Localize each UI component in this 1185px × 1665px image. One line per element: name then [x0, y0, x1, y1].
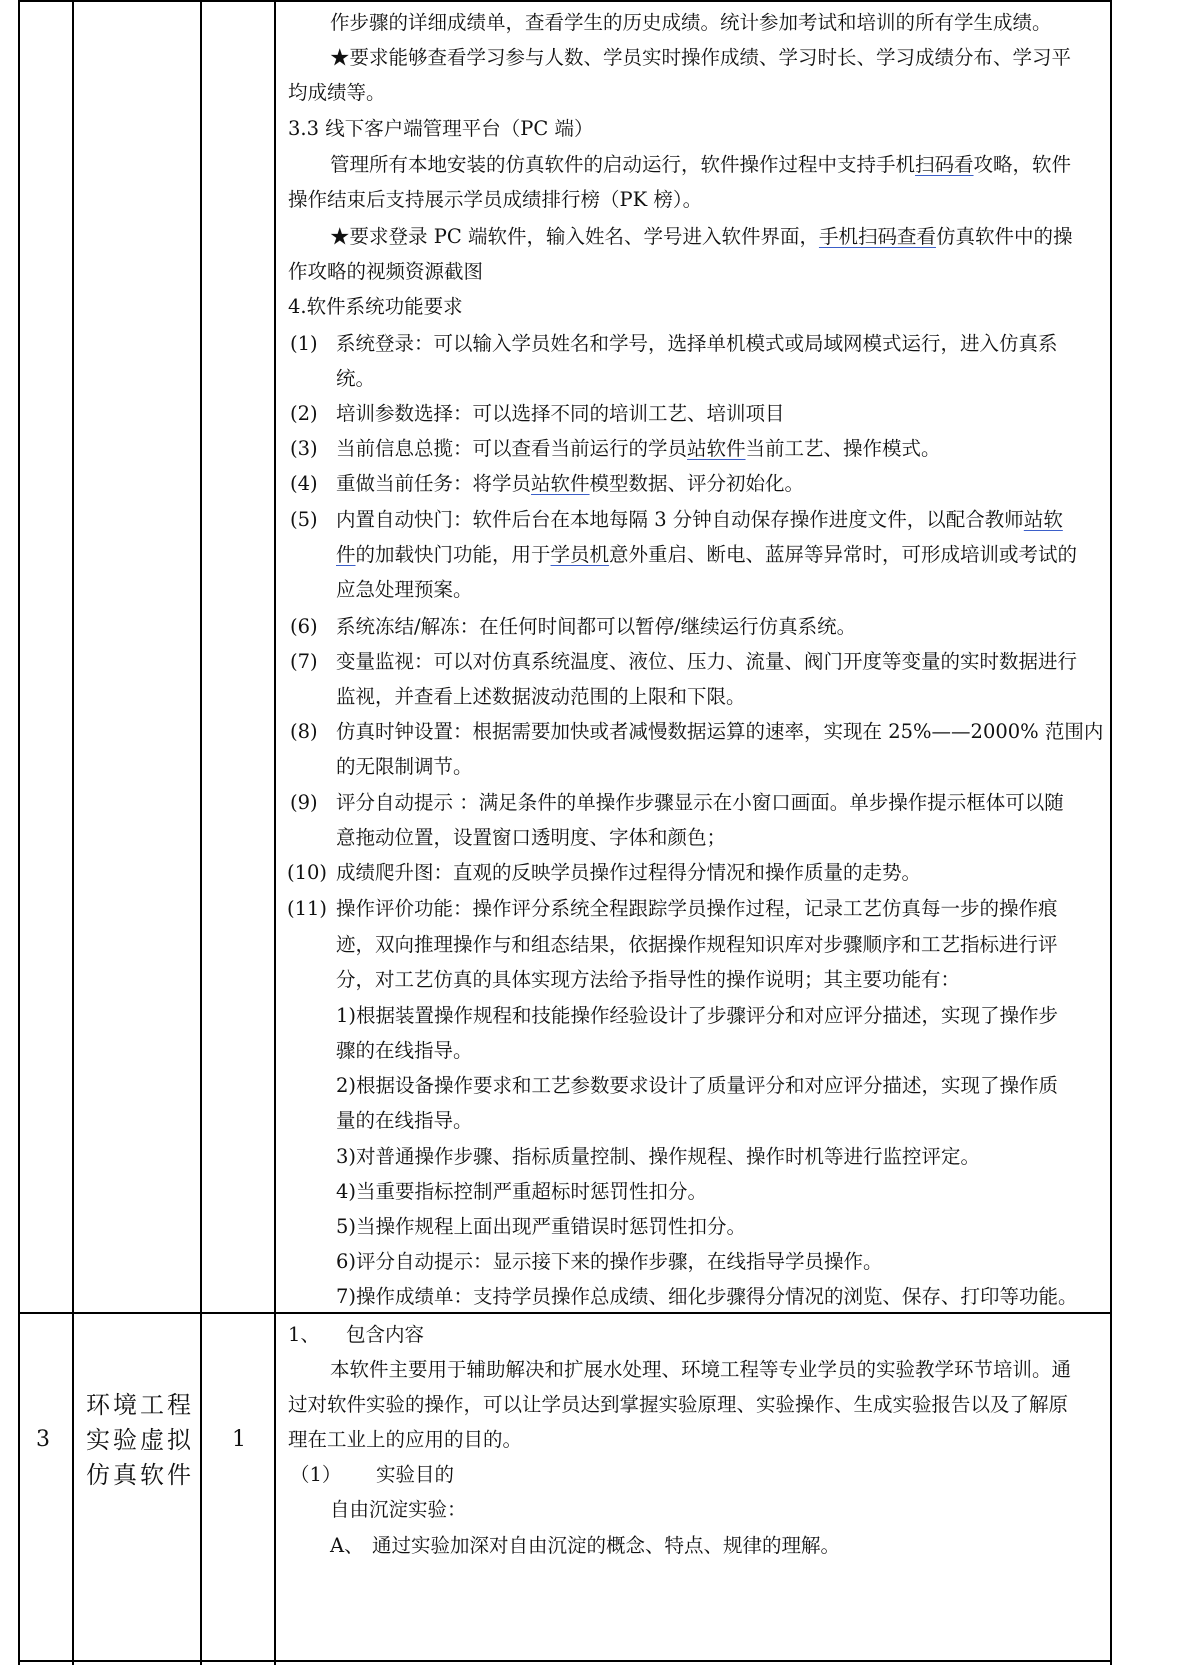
row-3-experiment-name: 自由沉淀实验： — [330, 1498, 467, 1521]
item-11-line-2: 迹，双向推理操作与和组态结果，依据操作规程知识库对步骤顺序和工艺指标进行评 — [336, 933, 1058, 956]
row-3-name-line-3: 仿真软件 — [86, 1461, 194, 1489]
sub-1-line-2: 骤的在线指导。 — [336, 1039, 473, 1062]
sub-2-line-1: 2)根据设备操作要求和工艺参数要求设计了质量评分和对应评分描述，实现了操作质 — [336, 1074, 1059, 1097]
item-5-line-1: 内置自动快门：软件后台在本地每隔 3 分钟自动保存操作进度文件，以配合教师站软 — [336, 508, 1063, 531]
row-3-heading-number: 1、 — [288, 1323, 320, 1346]
sub-6: 6)评分自动提示：显示接下来的操作步骤，在线指导学员操作。 — [336, 1250, 883, 1273]
item-9-number: (9) — [290, 791, 318, 814]
item-5-line-2: 件的加载快门功能，用于学员机意外重启、断电、蓝屏等异常时，可形成培训或考试的 — [336, 543, 1078, 566]
item-1-number: (1) — [290, 332, 318, 355]
row-3-item-a-text: 通过实验加深对自由沉淀的概念、特点、规律的理解。 — [372, 1534, 841, 1557]
item-5-line-3: 应急处理预案。 — [336, 578, 473, 601]
row-3-name-line-2: 实验虚拟 — [86, 1426, 194, 1454]
item-11-line-1: 操作评价功能：操作评分系统全程跟踪学员操作过程，记录工艺仿真每一步的操作痕 — [336, 897, 1058, 920]
item-6-number: (6) — [290, 615, 318, 638]
intro-line-3: 均成绩等。 — [288, 81, 386, 104]
item-6-line-1: 系统冻结/解冻：在任何时间都可以暂停/继续运行仿真系统。 — [336, 615, 857, 638]
manage-para-line-2: 操作结束后支持展示学员成绩排行榜（PK 榜）。 — [288, 188, 703, 211]
sub-2-line-2: 量的在线指导。 — [336, 1109, 473, 1132]
row-3-para-line-2: 过对软件实验的操作，可以让学员达到掌握实验原理、实验操作、生成实验报告以及了解原 — [288, 1393, 1069, 1416]
item-8-line-2: 的无限制调节。 — [336, 755, 473, 778]
req-para-line-2: 作攻略的视频资源截图 — [288, 260, 484, 283]
table-left-border — [18, 0, 20, 1665]
col-divider-1 — [72, 0, 74, 1665]
row-3-sub-number: （1） — [290, 1463, 342, 1486]
item-1-line-2: 统。 — [336, 367, 376, 390]
item-7-line-1: 变量监视：可以对仿真系统温度、液位、压力、流量、阀门开度等变量的实时数据进行 — [336, 650, 1078, 673]
item-7-line-2: 监视，并查看上述数据波动范围的上限和下限。 — [336, 685, 746, 708]
item-8-line-1: 仿真时钟设置：根据需要加快或者减慢数据运算的速率，实现在 25%——2000% 范围内 — [336, 720, 1104, 743]
item-1-line-1: 系统登录：可以输入学员姓名和学号，选择单机模式或局域网模式运行，进入仿真系 — [336, 332, 1058, 355]
item-3-number: (3) — [290, 437, 318, 460]
item-10-line-1: 成绩爬升图：直观的反映学员操作过程得分情况和操作质量的走势。 — [336, 861, 922, 884]
row-3-heading-title: 包含内容 — [346, 1323, 425, 1346]
heading-3-3: 3.3 线下客户端管理平台（PC 端） — [288, 117, 594, 140]
item-2-number: (2) — [290, 402, 318, 425]
manage-para-line-1: 管理所有本地安装的仿真软件的启动运行，软件操作过程中支持手机扫码看攻略，软件 — [330, 153, 1072, 176]
item-8-number: (8) — [290, 720, 318, 743]
item-10-number: (10) — [287, 861, 328, 884]
sub-5: 5)当操作规程上面出现严重错误时惩罚性扣分。 — [336, 1215, 747, 1238]
table-right-border — [1110, 0, 1112, 1665]
item-11-line-3: 分，对工艺仿真的具体实现方法给予指导性的操作说明；其主要功能有： — [336, 968, 961, 991]
item-4-line-1: 重做当前任务：将学员站软件模型数据、评分初始化。 — [336, 472, 805, 495]
item-7-number: (7) — [290, 650, 318, 673]
intro-line-2: ★要求能够查看学习参与人数、学员实时操作成绩、学习时长、学习成绩分布、学习平 — [330, 46, 1072, 69]
item-9-line-2: 意拖动位置，设置窗口透明度、字体和颜色； — [336, 826, 727, 849]
col-divider-2 — [200, 0, 202, 1665]
sub-4: 4)当重要指标控制严重超标时惩罚性扣分。 — [336, 1180, 708, 1203]
row-3-para-line-1: 本软件主要用于辅助解决和扩展水处理、环境工程等专业学员的实验教学环节培训。通 — [330, 1358, 1072, 1381]
row-3-name-line-1: 环境工程 — [86, 1391, 194, 1419]
intro-line-1: 作步骤的详细成绩单，查看学生的历史成绩。统计参加考试和培训的所有学生成绩。 — [330, 11, 1052, 34]
sub-1-line-1: 1)根据装置操作规程和技能操作经验设计了步骤评分和对应评分描述，实现了操作步 — [336, 1004, 1059, 1027]
item-11-number: (11) — [287, 897, 328, 920]
row-3-para-line-3: 理在工业上的应用的目的。 — [288, 1428, 523, 1451]
table-bottom-border — [18, 1660, 1112, 1662]
row-3-index: 3 — [36, 1427, 50, 1452]
sub-3: 3)对普通操作步骤、指标质量控制、操作规程、操作时机等进行监控评定。 — [336, 1145, 981, 1168]
item-3-line-1: 当前信息总揽：可以查看当前运行的学员站软件当前工艺、操作模式。 — [336, 437, 941, 460]
item-9-line-1: 评分自动提示 ：满足条件的单操作步骤显示在小窗口画面。单步操作提示框体可以随 — [336, 791, 1064, 814]
row-3-sub-title: 实验目的 — [376, 1463, 455, 1486]
table-top-border — [18, 0, 1112, 2]
row-3-quantity: 1 — [232, 1427, 246, 1452]
heading-4: 4.软件系统功能要求 — [288, 295, 463, 318]
req-para-line-1: ★要求登录 PC 端软件，输入姓名、学号进入软件界面，手机扫码查看仿真软件中的操 — [330, 225, 1073, 248]
sub-7: 7)操作成绩单：支持学员操作总成绩、细化步骤得分情况的浏览、保存、打印等功能。 — [336, 1285, 1078, 1308]
item-4-number: (4) — [290, 472, 318, 495]
row-3-item-a-number: A、 — [330, 1534, 364, 1557]
col-divider-3 — [274, 0, 276, 1665]
item-2-line-1: 培训参数选择：可以选择不同的培训工艺、培训项目 — [336, 402, 785, 425]
row-divider — [18, 1312, 1112, 1314]
item-5-number: (5) — [290, 508, 318, 531]
